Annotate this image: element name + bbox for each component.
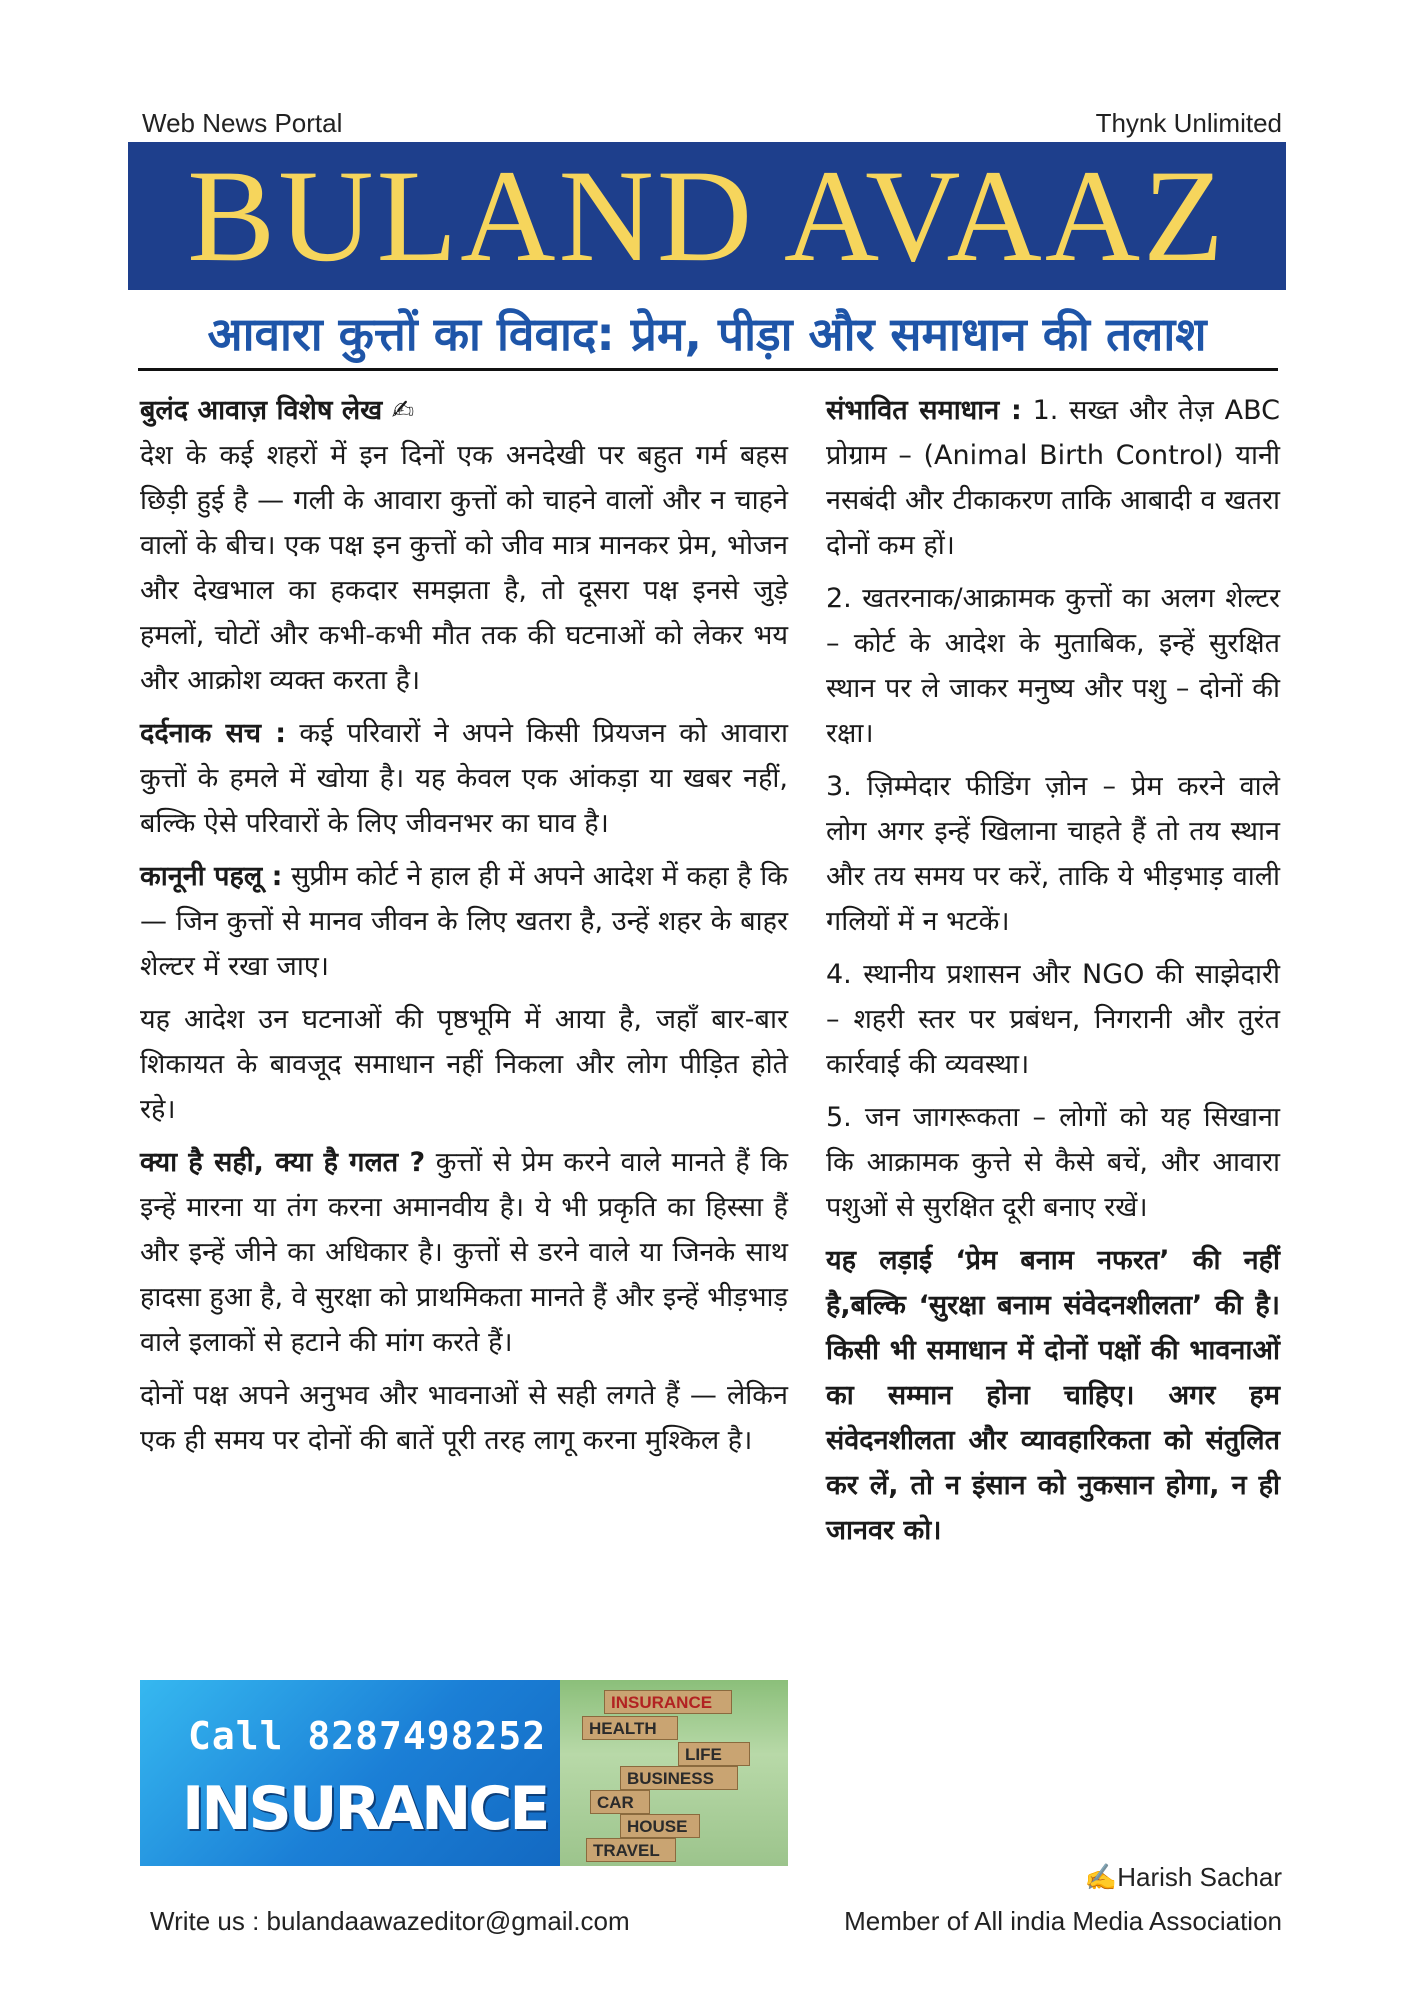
ad-block: TRAVEL — [586, 1838, 676, 1862]
right-column — [826, 388, 1280, 1561]
left-column — [140, 388, 788, 1471]
publisher-label: Thynk Unlimited — [1095, 108, 1282, 138]
article-headline: आवारा कुत्तों का विवाद: प्रेम, पीड़ा और समाधान की तलाश — [207, 307, 1207, 361]
solution-item-3: 3. ज़िम्मेदार फीडिंग ज़ोन – प्रेम करने वाले लोग अगर इन्हें खिलाना चाहते हैं तो तय स्थान और तय समय पर करें, ताकि ये भीड़भाड़ वाली गलियों में न भटकें। — [826, 771, 1280, 937]
legal-followup-paragraph: यह आदेश उन घटनाओं की पृष्ठभूमि में आया है, जहाँ बार-बार शिकायत के बावजूद समाधान नहीं निकला और लोग पीड़ित होते रहे। — [140, 1004, 788, 1125]
headline-divider — [138, 368, 1278, 371]
ad-wooden-blocks-image — [560, 1680, 788, 1866]
ad-phone-number: Call 8287498252 — [188, 1714, 547, 1758]
section-heading-right-wrong: क्या है सही, क्या है गलत ? — [140, 1147, 426, 1178]
solution-item-1: 1. सख्त और तेज़ ABC प्रोग्राम – (Animal Birth Control) यानी नसबंदी और टीकाकरण ताकि आबादी व खतरा दोनों कम हों। — [826, 395, 1280, 561]
solution-item-4: 4. स्थानीय प्रशासन और NGO की साझेदारी – शहरी स्तर पर प्रबंधन, निगरानी और तुरंत कार्रवाई की व्यवस्था। — [826, 959, 1280, 1080]
section-text-painful-truth: कई परिवारों ने अपने किसी प्रियजन को आवारा कुत्तों के हमले में खोया है। यह केवल एक आंकड़ा या खबर नहीं, बल्कि ऐसे परिवारों के लिए जीवनभर का घाव है। — [140, 718, 788, 839]
intro-paragraph: देश के कई शहरों में इन दिनों एक अनदेखी पर बहुत गर्म बहस छिड़ी हुई है — गली के आवारा कुत्तों को चाहने वालों और न चाहने वालों के बीच। एक पक्ष इन कुत्तों को जीव मात्र मानकर प्रेम, भोजन और देखभाल का हकदार समझता है, तो दूसरा पक्ष इनसे जुड़े हमलों, चोटों और कभी-कभी मौत तक की घटनाओं को लेकर भय और आक्रोश व्यक्त करता है। — [140, 440, 788, 696]
ad-block: BUSINESS — [620, 1766, 738, 1790]
section-heading-legal-aspect: कानूनी पहलू : — [140, 861, 283, 892]
portal-label: Web News Portal — [142, 108, 343, 138]
footer-contact: Write us : bulandaawazeditor@gmail.com — [150, 1906, 630, 1936]
ad-brand-text: INSURANCE — [182, 1774, 548, 1844]
ad-block: CAR — [590, 1790, 650, 1814]
ad-block: HEALTH — [582, 1716, 678, 1740]
solution-item-5: 5. जन जागरूकता – लोगों को यह सिखाना कि आक्रामक कुत्ते से कैसे बचें, और आवारा पशुओं से सुरक्षित दूरी बनाए रखें। — [826, 1102, 1280, 1223]
section-text-right-wrong: कुत्तों से प्रेम करने वाले मानते हैं कि इन्हें मारना या तंग करना अमानवीय है। ये भी प्रकृति का हिस्सा हैं और इन्हें जीने का अधिकार है। कुत्तों से डरने वाले या जिनके साथ हादसा हुआ है, वे सुरक्षा को प्राथमिकता मानते हैं और इन्हें भीड़भाड़ वाले इलाकों से हटाने की मांग करते हैं। — [140, 1147, 788, 1358]
masthead-title: BULAND AVAAZ — [187, 142, 1227, 289]
closing-statement: यह लड़ाई ‘प्रेम बनाम नफरत’ की नहीं है,बल्कि ‘सुरक्षा बनाम संवेदनशीलता’ की है। किसी भी समाधान में दोनों पक्षों की भावनाओं का सम्मान होना चाहिए। अगर हम संवेदनशीलता और व्यावहारिकता को संतुलित कर लें, तो न इंसान को नुकसान होगा, न ही जानवर को। — [826, 1245, 1280, 1546]
ad-blue-panel — [140, 1680, 560, 1866]
section-text-legal-aspect: सुप्रीम कोर्ट ने हाल ही में अपने आदेश में कहा है कि — जिन कुत्तों से मानव जीवन के लिए खतरा है, उन्हें शहर के बाहर शेल्टर में रखा जाए। — [140, 861, 788, 982]
solution-item-2: 2. खतरनाक/आक्रामक कुत्तों का अलग शेल्टर – कोर्ट के आदेश के मुताबिक, इन्हें सुरक्षित स्थान पर ले जाकर मनुष्य और पशु – दोनों की रक्षा। — [826, 583, 1280, 749]
section-heading-painful-truth: दर्दनाक सच : — [140, 718, 287, 749]
solutions-heading: संभावित समाधान : — [826, 395, 1022, 426]
footer-membership: Member of All india Media Association — [844, 1906, 1282, 1936]
right-wrong-followup-paragraph: दोनों पक्ष अपने अनुभव और भावनाओं से सही लगते हैं — लेकिन एक ही समय पर दोनों की बातें पूरी तरह लागू करना मुश्किल है। — [140, 1380, 788, 1456]
ad-block: LIFE — [678, 1742, 750, 1766]
author-signature: ✍Harish Sachar — [1084, 1862, 1282, 1892]
insurance-advertisement[interactable] — [140, 1680, 788, 1866]
ad-block: HOUSE — [620, 1814, 700, 1838]
masthead-banner — [128, 142, 1286, 290]
special-article-label: बुलंद आवाज़ विशेष लेख ✍ — [140, 395, 415, 426]
ad-block: INSURANCE — [604, 1690, 732, 1714]
